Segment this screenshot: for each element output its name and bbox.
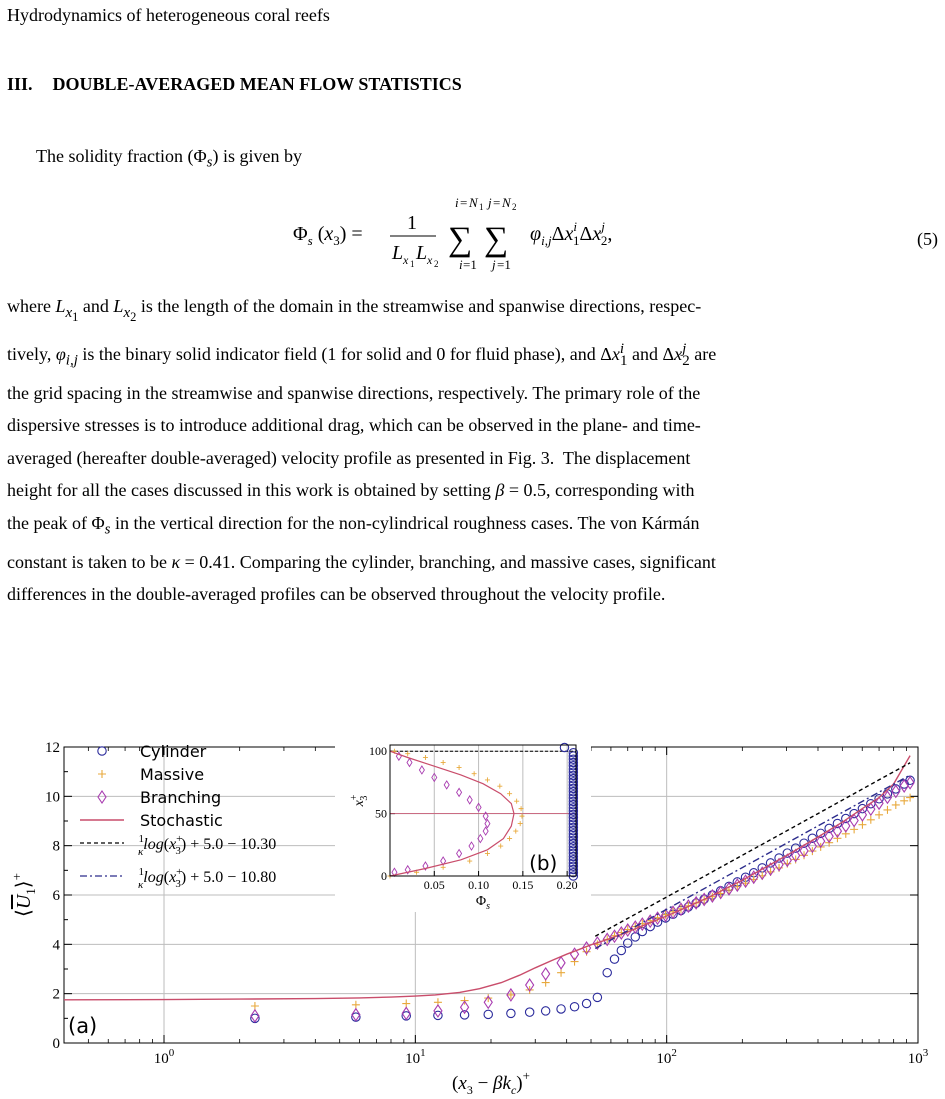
data-point [507,1009,515,1017]
paragraph-line: the peak of $\Phi_s$ in the vertical direction for the non-cylindrical roughness cases. The von Kármán [7,512,700,538]
data-point [582,999,590,1007]
svg-text:2: 2 [512,202,517,212]
inset-y-tick-label: 50 [375,806,387,821]
inset-y-tick-label: 0 [381,869,387,883]
svg-text:1: 1 [407,212,417,234]
data-point [484,1010,492,1018]
svg-text:N: N [502,195,511,210]
data-point [858,821,866,829]
data-point [603,969,611,977]
y-tick-label: 0 [52,1036,60,1052]
inset-y-axis-label: x+3 [349,794,370,807]
data-point [541,1007,549,1015]
svg-text:i: i [455,195,459,210]
inset-x-tick-label: 0.20 [556,878,578,892]
x-tick-label: $10^0$ [153,1047,175,1067]
paragraph-line: dispersive stresses is to introduce additional drag, which can be observed in the plane- and time- [7,415,701,436]
y-tick-label: 8 [52,838,60,855]
y-tick-label: 12 [45,740,60,756]
inset-background [335,737,591,912]
data-point [525,1008,533,1016]
inset-plot [335,737,591,912]
data-point [98,747,106,755]
data-point [542,968,550,980]
data-point [875,811,883,819]
legend-label: Branching [140,788,222,807]
panel-label-b: (b) [529,851,558,875]
svg-text:=: = [460,195,468,210]
data-point [833,834,841,842]
legend-label: $^1$ κlog(x+ 3) + 5.0 − 10.30 [138,833,277,858]
data-point [557,969,565,977]
body-paragraph [7,290,937,610]
x-tick-label: $10^2$ [656,1047,677,1067]
svg-text:1: 1 [410,259,415,269]
data-point [624,939,632,947]
section-number: III. [7,74,33,94]
data-point [892,801,900,809]
svg-text:1: 1 [479,202,484,212]
svg-text:=: = [493,195,501,210]
data-point [570,1003,578,1011]
svg-text:=1: =1 [497,257,511,272]
data-point [557,1005,565,1013]
equation-5 [0,195,945,281]
x-tick-label: $10^1$ [405,1047,426,1067]
inset-x-tick-label: 0.15 [512,878,534,892]
inset-x-tick-label: 0.10 [468,878,490,892]
panel-label-a: (a) [68,1014,98,1038]
data-point [98,791,106,803]
data-point [507,991,515,999]
data-point [638,927,646,935]
inset-x-tick-label: 0.05 [423,878,445,892]
running-title: Hydrodynamics of heterogeneous coral reefs [7,5,330,25]
svg-text:x: x [427,253,433,267]
y-tick-label: 6 [52,888,60,904]
svg-text:i: i [459,257,463,272]
paragraph-line: where $L_{x_1}$ and $L_{x_2}$ is the length of the domain in the streamwise and spanwise directions, respec- [7,296,702,324]
data-point [883,806,891,814]
svg-text:∑: ∑ [484,221,509,258]
equation-number: (5) [917,229,938,249]
data-point [571,958,579,966]
y-axis-label: $⟨U_1⟩^+$ [9,873,38,917]
svg-text:L: L [416,242,428,264]
section-title: DOUBLE-AVERAGED MEAN FLOW STATISTICS [52,74,462,94]
inset-x-axis-label: $\Phi_s$ [475,894,491,912]
intro-sentence: The solidity fraction $(\Phi_s)$ is given by [36,146,302,171]
figure-3 [0,735,945,1099]
series-log-law-1 [595,763,910,936]
paragraph-line: tively, $\varphi_{i,j}$ is the binary solid indicator field (1 for solid and 0 for fluid phase), and $\Delta x^i_1$ and $\Delta x^j_2$ are [7,341,717,369]
svg-text:2: 2 [434,259,439,269]
svg-text:Φs (x3) =: $\Phi_s$ $(x_3)$ = [293,223,363,248]
svg-text:=1: =1 [463,257,477,272]
data-point [610,955,618,963]
data-point [867,816,875,824]
y-tick-label: 4 [52,937,60,954]
svg-text:L: L [392,242,404,264]
data-point [402,1000,410,1008]
legend-label: $^1$ κlog(x+ 3) + 5.0 − 10.80 [138,866,277,891]
svg-text:x: x [403,253,409,267]
paragraph-line: height for all the cases discussed in this work is obtained by setting β = 0.5, corresponding with [7,480,695,501]
data-point [593,993,601,1001]
svg-text:j: j [488,195,492,210]
section-heading [7,74,462,95]
y-tick-label: 10 [45,789,60,806]
data-point [352,1001,360,1009]
svg-text:∑: ∑ [448,221,473,258]
data-point [617,946,625,954]
x-tick-label: $10^3$ [907,1047,929,1067]
legend-label: Cylinder [140,742,207,761]
data-point [460,1011,468,1019]
paragraph-line: the grid spacing in the streamwise and spanwise directions, respectively. The primary role of the [7,383,701,403]
svg-text:φi,jΔxi1Δxj2,: $\varphi_{i,j}\Delta x^i$ $1\Delta x^j$ 2, [530,219,613,248]
data-point [251,1002,259,1010]
svg-text:N: N [469,195,478,210]
inset-y-tick-label: 100 [369,744,387,759]
legend [80,742,276,891]
x-axis-label: $(x_3 - \beta k_c)^+$ [452,1068,530,1097]
data-point [557,957,565,969]
svg-text:j: j [492,257,496,272]
paragraph-line: constant is taken to be κ = 0.41. Comparing the cylinder, branching, and massive cases, significant [7,551,716,572]
equation-svg [0,195,945,281]
legend-label: Stochastic [140,811,223,830]
legend-label: Massive [140,765,205,784]
data-point [98,770,106,778]
y-tick-label: 2 [52,986,60,1003]
paragraph-line: averaged (hereafter double-averaged) velocity profile as presented in Fig. 3. The displacement [7,447,691,468]
paragraph-line: differences in the double-averaged profiles can be observed throughout the velocity profile. [7,584,666,605]
